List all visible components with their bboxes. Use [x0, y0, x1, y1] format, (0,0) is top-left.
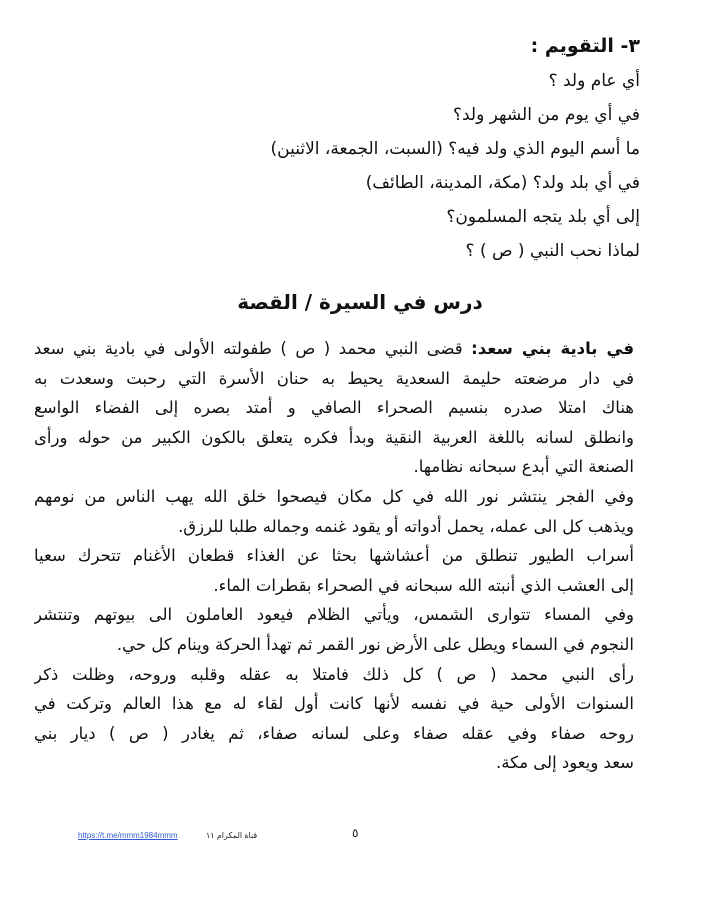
lesson-title: درس في السيرة / القصة	[237, 290, 483, 314]
story-line: رأى النبي محمد ( ص ) كل ذلك فامتلا به عقله وقلبه وروحه، وظلت ذكر	[34, 664, 634, 684]
footer-channel-name: قناة المكرام ١١	[206, 831, 258, 840]
story-line: في دار مرضعته حليمة السعدية يحيط به حنان الأسرة التي رحبت وسعدت به	[34, 368, 634, 388]
question-item: ما أسم اليوم الذي ولد فيه؟ (السبت، الجمعة، الاثنين)	[270, 139, 640, 159]
story-line-text: قضى النبي محمد ( ص ) طفولته الأولى في بادية بني سعد	[34, 339, 463, 358]
story-lead: في بادية بني سعد:	[471, 339, 634, 358]
story-line	[34, 334, 634, 364]
story-line: هناك امتلا صدره بنسيم الصحراء الصافي و أمتد بصره إلى الفضاء الواسع	[34, 398, 634, 418]
page-number: ٥	[352, 826, 359, 840]
story-line: السنوات الأولى حية في نفسه لأنها كانت أول لقاء له مع هذا العالم وتركت في	[34, 694, 634, 714]
story-line: وفي الفجر ينتشر نور الله في كل مكان فيصحوا خلق الله يهب الناس من نومهم	[34, 486, 634, 506]
evaluation-heading: ٣- التقويم :	[530, 35, 640, 57]
question-item: لماذا نحب النبي ( ص ) ؟	[465, 241, 640, 261]
story-body	[34, 334, 634, 778]
question-item: أي عام ولد ؟	[548, 71, 640, 91]
question-item: إلى أي بلد يتجه المسلمون؟	[446, 207, 640, 227]
evaluation-question-list	[40, 64, 640, 268]
story-line: النجوم في السماء ويطل على الأرض نور القمر ثم تهدأ الحركة وينام كل حي.	[116, 634, 634, 654]
story-line: الصنعة التي أبدع سبحانه نظامها.	[413, 457, 634, 477]
story-line: وفي المساء تتوارى الشمس، ويأتي الظلام فيعود العاملون الى بيوتهم وتنتشر	[34, 605, 634, 625]
story-line: سعد ويعود إلى مكة.	[496, 753, 634, 773]
story-line: روحه صفاء وفي عقله صفاء وعلى لسانه صفاء، ثم يغادر ( ص ) ديار بني	[34, 723, 634, 743]
story-line: وانطلق لسانه باللغة العربية النقية وبدأ فكره يتعلق بالكون الكبير من حوله ورأى	[34, 427, 634, 447]
question-item: في أي يوم من الشهر ولد؟	[452, 105, 640, 125]
story-line: أسراب الطيور تنطلق من أعشاشها بحثا عن الغذاء قطعان الأغنام تتحرك سعيا	[34, 546, 634, 566]
footer-telegram-link[interactable]: https://t.me/mmm1984mmm	[78, 831, 178, 840]
question-item: في أي بلد ولد؟ (مكة، المدينة، الطائف)	[365, 173, 640, 193]
story-line: ويذهب كل الى عمله، يحمل أدواته أو يقود غنمه وجماله طلبا للرزق.	[178, 516, 634, 536]
story-line: إلى العشب الذي أنبته الله سبحانه في الصحراء بقطرات الماء.	[213, 575, 634, 595]
